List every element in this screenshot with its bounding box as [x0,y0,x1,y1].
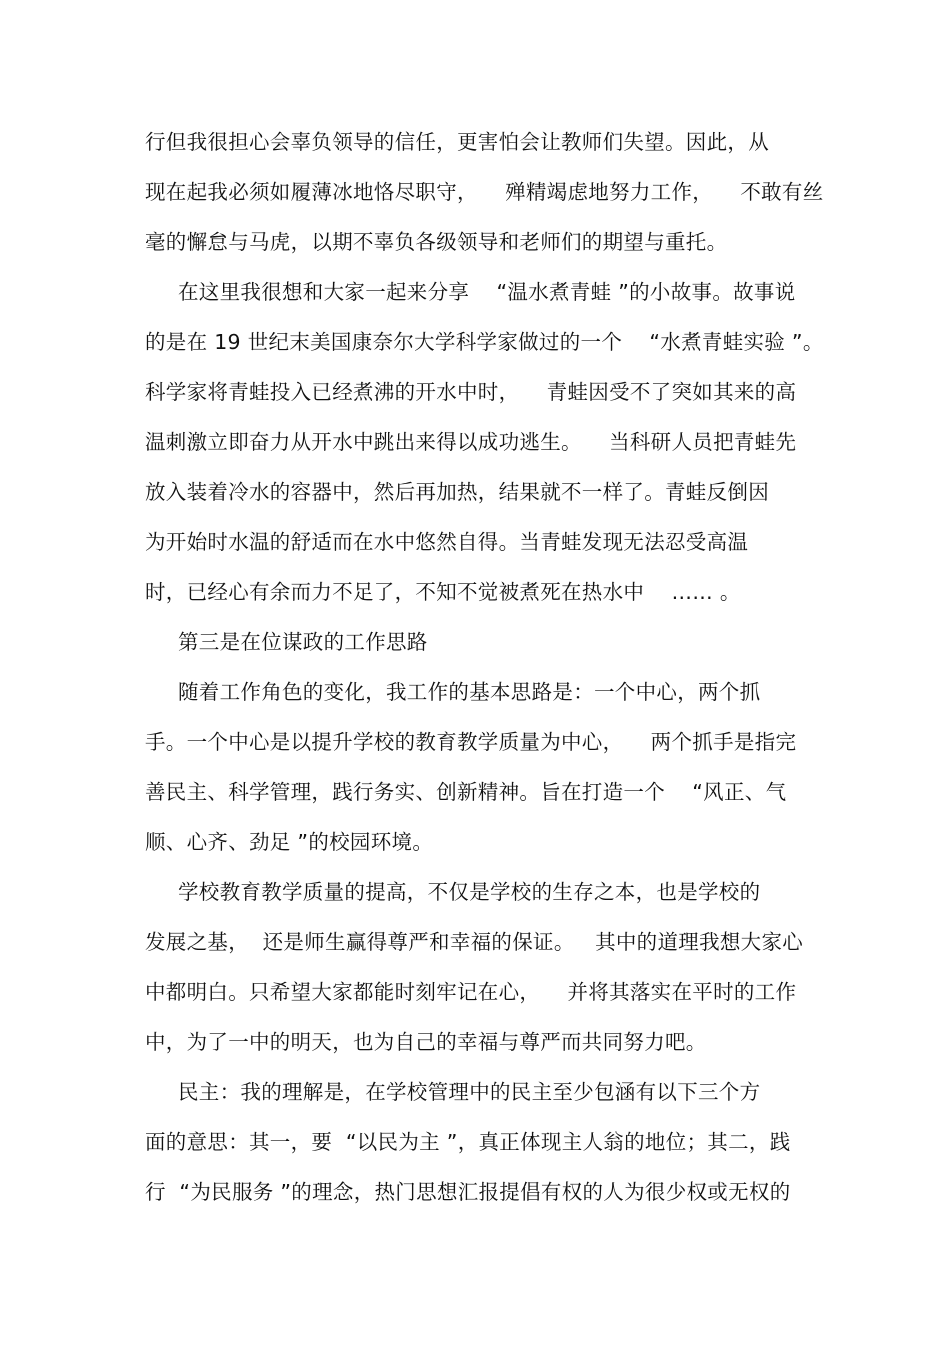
text-line: 手。一个中心是以提升学校的教育教学质量为中心， 两个抓手是指完 [145,730,797,754]
text-line: 面的意思：其一，要 “以民为主 ”，真正体现主人翁的地位；其二，践 [145,1130,791,1154]
text-line: 时，已经心有余而力不足了，不知不觉被煮死在热水中 …… 。 [145,580,741,604]
text-line: 科学家将青蛙投入已经煮沸的开水中时， 青蛙因受不了突如其来的高 [145,380,797,404]
paragraph-first-line: 在这里我很想和大家一起来分享 “温水煮青蛙 ”的小故事。故事说 [178,280,796,304]
text-line: 温刺激立即奋力从开水中跳出来得以成功逃生。 当科研人员把青蛙先 [145,430,797,454]
text-line: 现在起我必须如履薄冰地恪尽职守， 殚精竭虑地努力工作， 不敢有丝 [145,180,824,204]
text-line: 的是在 19 世纪末美国康奈尔大学科学家做过的一个 “水煮青蛙实验 ”。 [145,330,824,354]
text-line: 行 “为民服务 ”的理念，热门思想汇报提倡有权的人为很少权或无权的 [145,1180,791,1204]
text-line: 中都明白。只希望大家都能时刻牢记在心， 并将其落实在平时的工作 [145,980,797,1004]
paragraph-first-line: 学校教育教学质量的提高，不仅是学校的生存之本，也是学校的 [178,880,761,904]
paragraph-first-line: 民主：我的理解是，在学校管理中的民主至少包涵有以下三个方 [178,1080,761,1104]
text-line: 中，为了一中的明天，也为自己的幸福与尊严而共同努力吧。 [145,1030,707,1054]
text-line: 行但我很担心会辜负领导的信任，更害怕会让教师们失望。因此，从 [145,130,769,154]
text-line: 善民主、科学管理，践行务实、创新精神。旨在打造一个 “风正、气 [145,780,787,804]
text-line: 毫的懈怠与马虎，以期不辜负各级领导和老师们的期望与重托。 [145,230,728,254]
section-heading: 第三是在位谋政的工作思路 [178,630,428,654]
paragraph-first-line: 随着工作角色的变化，我工作的基本思路是：一个中心，两个抓 [178,680,761,704]
text-line: 发展之基， 还是师生赢得尊严和幸福的保证。 其中的道理我想大家心 [145,930,804,954]
text-line: 顺、心齐、劲足 ”的校园环境。 [145,830,434,854]
text-line: 为开始时水温的舒适而在水中悠然自得。当青蛙发现无法忍受高温 [145,530,749,554]
text-line: 放入装着冷水的容器中，然后再加热，结果就不一样了。青蛙反倒因 [145,480,769,504]
